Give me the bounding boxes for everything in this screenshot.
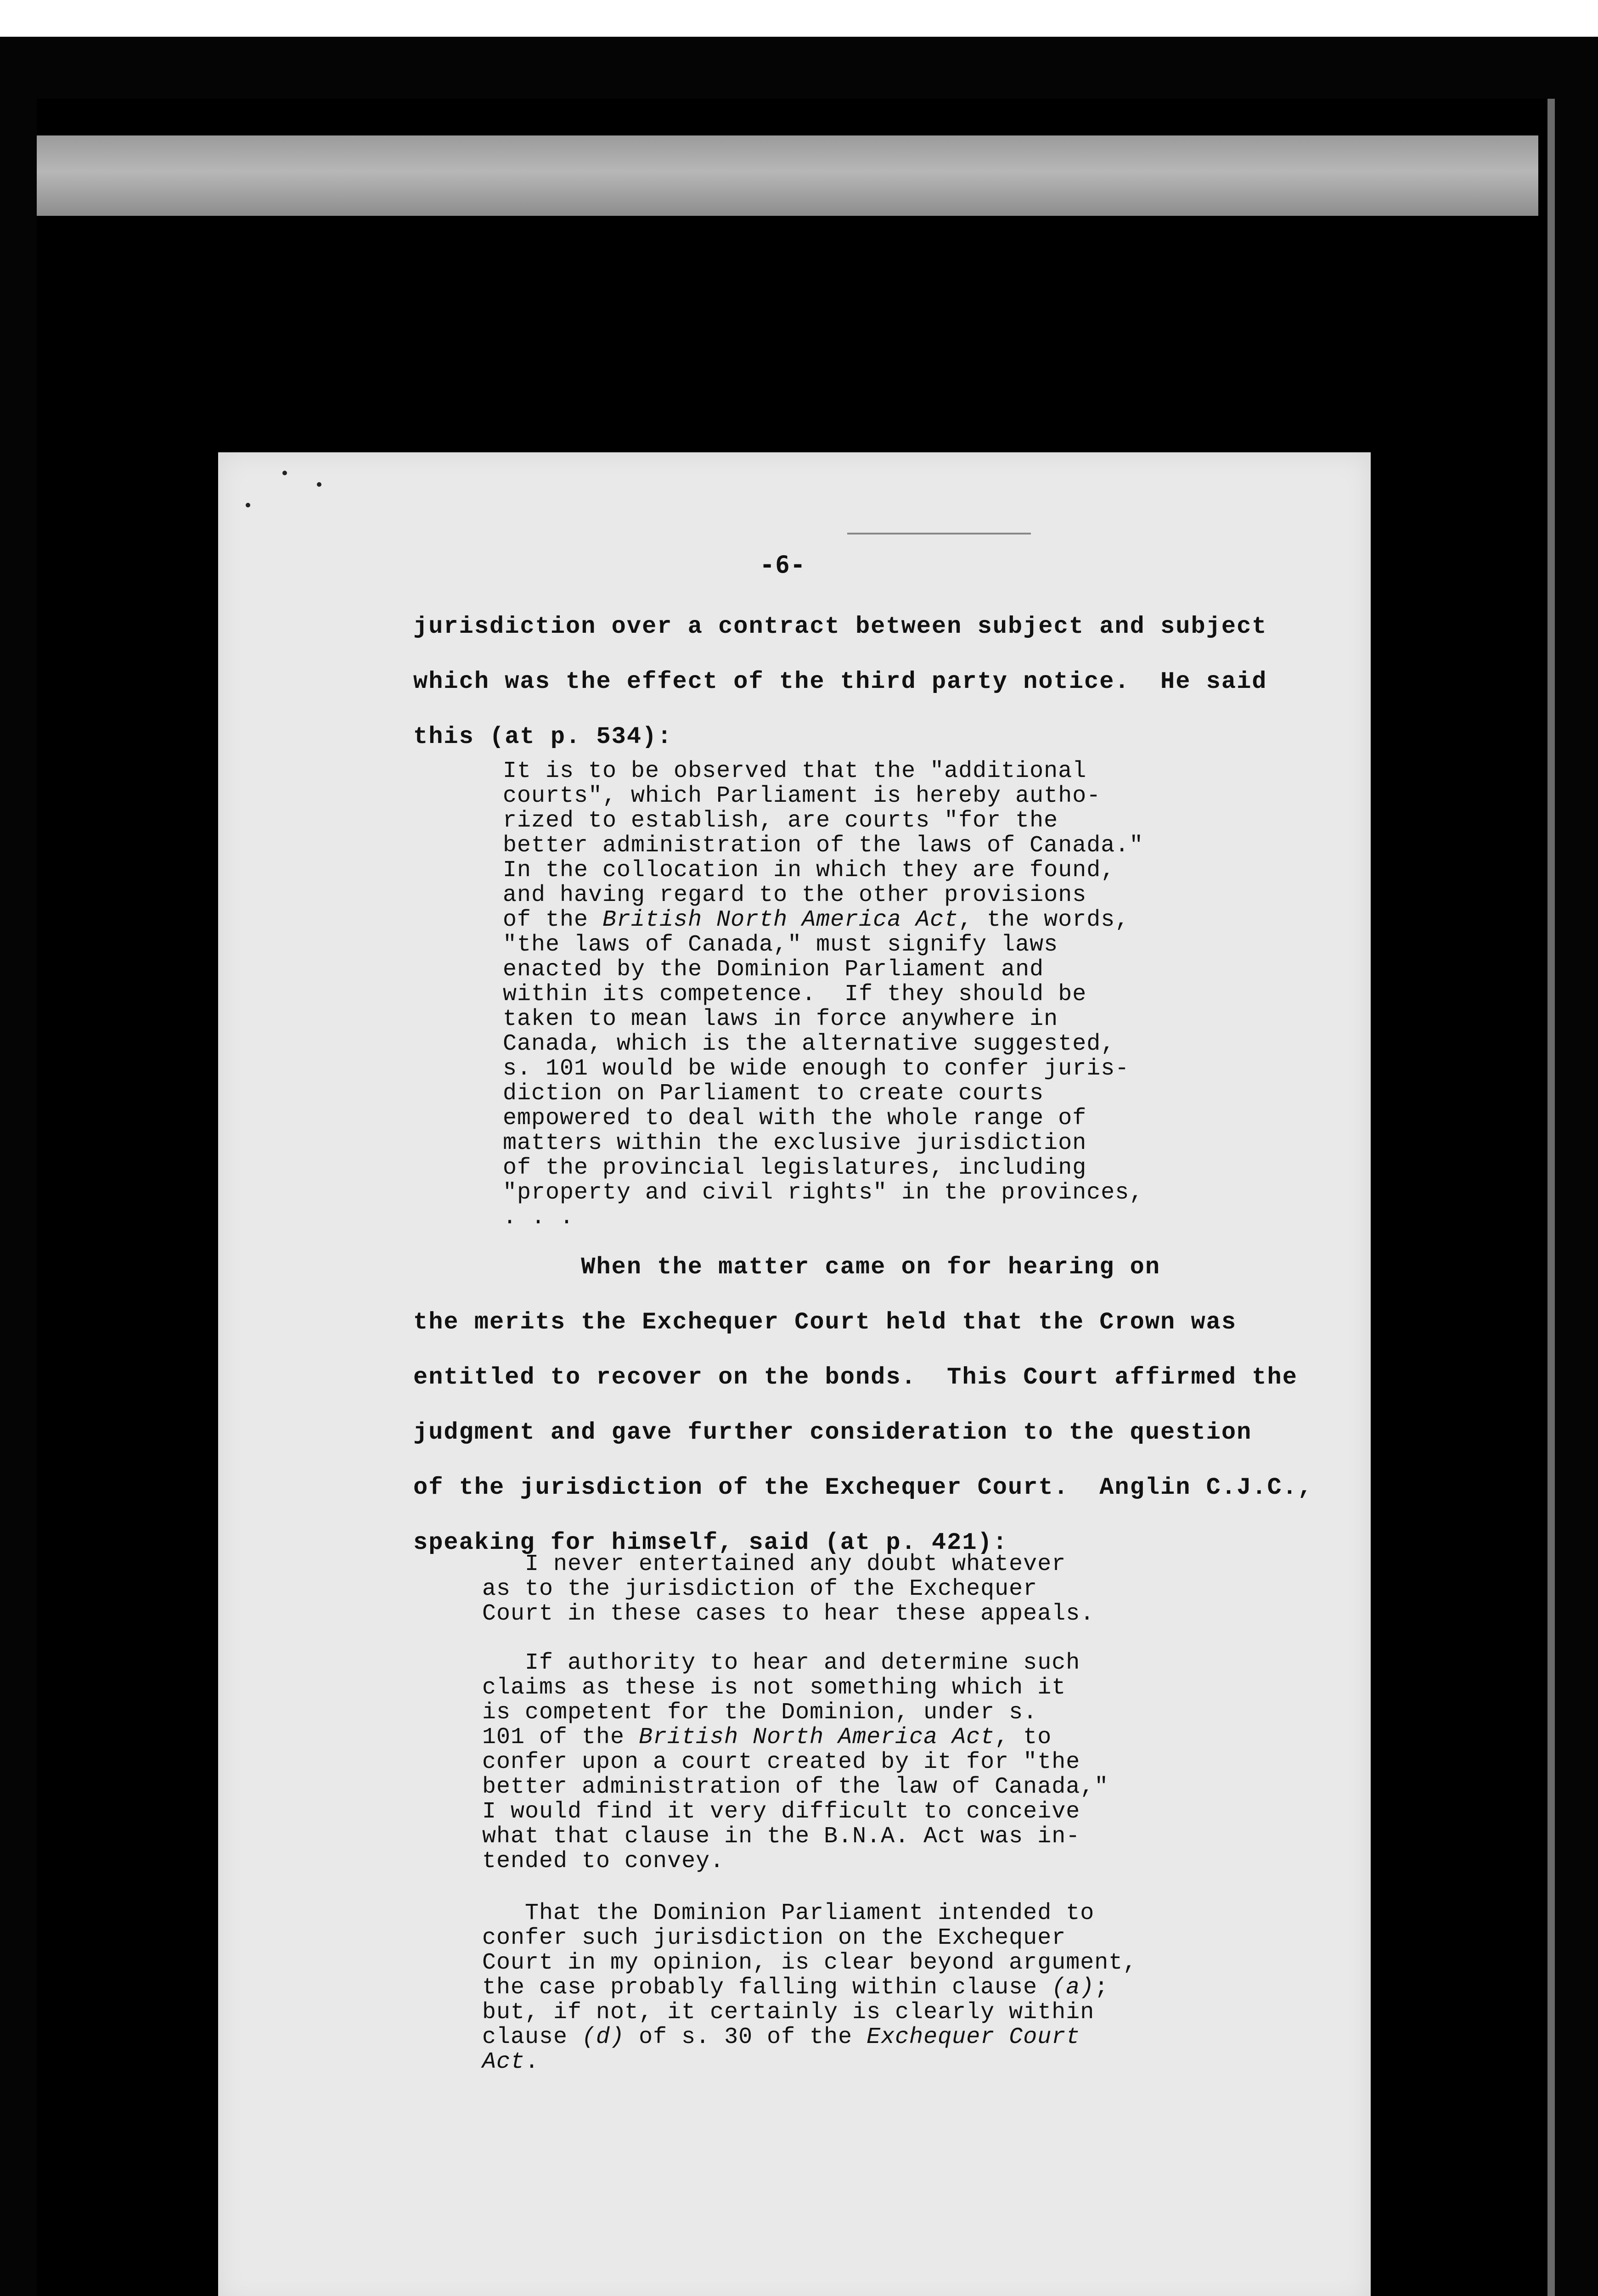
speck	[282, 471, 287, 475]
body-paragraph-1: jurisdiction over a contract between subject and subject which was the effect of the third party notice. He said this (at p. 534):	[413, 613, 1267, 750]
film-top-strip	[37, 135, 1538, 216]
faint-mark	[847, 533, 1031, 535]
page-number: -6-	[760, 551, 806, 579]
body-paragraph-2: When the matter came on for hearing on the merits the Exchequer Court held that the Crown was entitled to recover on the bonds. This Court affirmed the judgment and gave further consideration to the question of the jurisdiction of the Exchequer Court. Anglin C.J.C., speaking for himself, said (at p. 421):	[413, 1254, 1313, 1556]
block-quote-1: It is to be observed that the "additional courts", which Parliament is hereby autho- rized to establish, are courts "for the better administration of the laws of Canada." In the collocation in which they are found, and having regard to the other provisions of the British North America Act, the words, "the laws of Canada," must signify laws enacted by the Dominion Parliament and within its competence. If they should be taken to mean laws in force anywhere in Canada, which is the alternative suggested, s. 101 would be wide enough to confer juris- diction on Parliament to create courts empowered to deal with the whole range of matters within the exclusive jurisdiction of the provincial legislatures, including "property and civil rights" in the provinces, . . .	[503, 758, 1144, 1231]
speck	[246, 503, 250, 507]
document-page	[218, 452, 1371, 2296]
block-quote-2c: That the Dominion Parliament intended to confer such jurisdiction on the Exchequer Court in my opinion, is clear beyond argument, the case probably falling within clause (a); but, if not, it certainly is clearly within clause (d) of s. 30 of the Exchequer Court Act.	[482, 1900, 1137, 2075]
block-quote-2a: I never entertained any doubt whatever as to the jurisdiction of the Exchequer Court in these cases to hear these appeals.	[482, 1551, 1095, 1627]
block-quote-2b: If authority to hear and determine such claims as these is not something which it is competent for the Dominion, under s. 101 of the British North America Act, to confer upon a court created by it for "the better administration of the law of Canada," I would find it very difficult to conceive what that clause in the B.N.A. Act was in- tended to convey.	[482, 1650, 1109, 1874]
speck	[317, 482, 321, 487]
